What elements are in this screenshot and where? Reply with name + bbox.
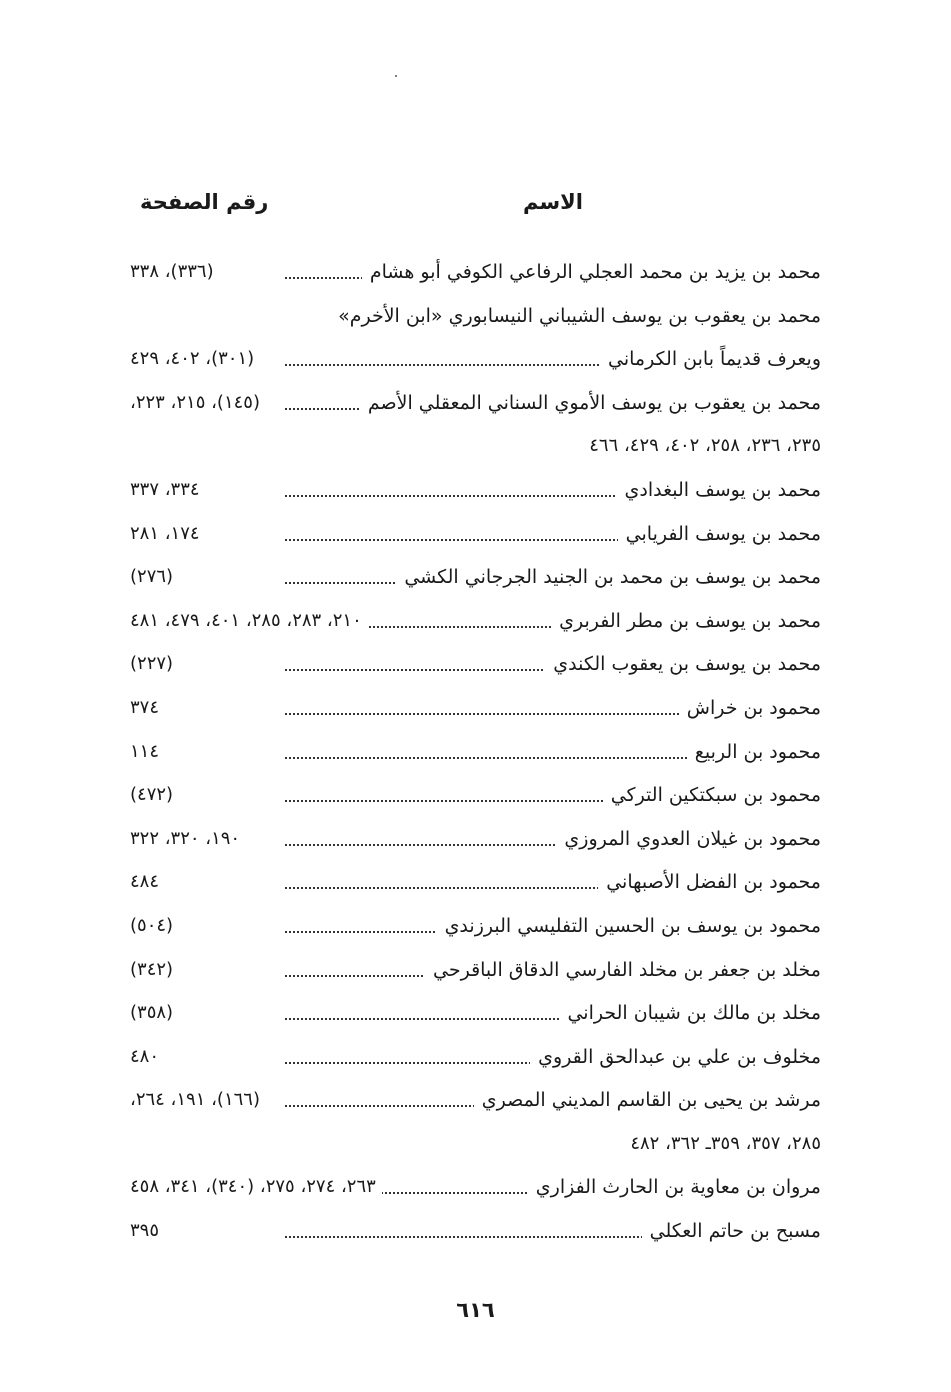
entry-pages-continuation: ٢٣٥، ٢٣٦، ٢٥٨، ٤٠٢، ٤٢٩، ٤٦٦ [589, 435, 821, 457]
index-entry [0, 735, 951, 779]
page-column-label: رقم الصفحة [140, 190, 269, 214]
index-entry [0, 386, 951, 430]
index-entry [0, 1170, 951, 1214]
name-column-label: الاسم [523, 190, 583, 214]
entry-name: محمود بن يوسف بن الحسين التفليسي البرزندي [437, 915, 821, 937]
index-entry [0, 953, 951, 997]
entry-name: محمد بن يوسف بن يعقوب الكندي [545, 653, 821, 675]
entry-pages: ١١٤ [130, 741, 165, 762]
entry-name: ويعرف قديماً بابن الكرماني [600, 348, 821, 370]
entry-name: محمد بن يوسف البغدادي [616, 479, 821, 501]
entry-name: محمد بن يزيد بن محمد العجلي الرفاعي الكوفي أبو هشام [362, 261, 821, 283]
entry-name: مخلد بن جعفر بن مخلد الفارسي الدقاق الباقرحي [425, 959, 821, 981]
index-entry [0, 560, 951, 604]
entry-name: مرشد بن يحيى بن القاسم المديني المصري [474, 1089, 821, 1111]
entry-name: محمد بن يوسف بن محمد بن الجنيد الجرجاني الكشي [396, 566, 821, 588]
entry-pages: ٣٣٤، ٣٣٧ [130, 479, 206, 500]
column-header [130, 190, 830, 230]
entry-pages: ١٩٠، ٣٢٠، ٣٢٢ [130, 828, 246, 849]
entry-pages: ٤٨٤ [130, 871, 165, 892]
entry-pages: ٢١٠، ٢٨٣، ٢٨٥، ٤٠١، ٤٧٩، ٤٨١ [130, 610, 368, 631]
entry-name: محمد بن يعقوب بن يوسف الأموي السناني المعقلي الأصم [360, 392, 821, 414]
entry-name: محمود بن غيلان العدوي المروزي [556, 828, 821, 850]
entry-pages: ٤٨٠ [130, 1046, 165, 1067]
entry-pages: (٣٠١)، ٤٠٢، ٤٢٩ [130, 348, 260, 369]
index-entry [0, 1083, 951, 1127]
entry-pages: ٣٧٤ [130, 697, 165, 718]
index-entry [0, 1214, 951, 1258]
index-entry-continuation [0, 1127, 951, 1171]
entry-name: مسبح بن حاتم العكلي [642, 1220, 821, 1242]
index-entry [0, 778, 951, 822]
dot-leader [285, 757, 751, 759]
entry-pages: ١٧٤، ٢٨١ [130, 523, 206, 544]
entry-name: محمود بن سبكتكين التركي [603, 784, 821, 806]
index-entry [0, 255, 951, 299]
index-entry [0, 1040, 951, 1084]
index-entry [0, 473, 951, 517]
index-entry [0, 822, 951, 866]
index-entry-continuation [0, 429, 951, 473]
index-entry [0, 865, 951, 909]
entry-pages: ٢٦٣، ٢٧٤، ٢٧٥، (٣٤٠)، ٣٤١، ٤٥٨ [130, 1176, 382, 1197]
entry-pages: ٣٩٥ [130, 1220, 165, 1241]
entry-name: محمود بن خراش [679, 697, 821, 719]
entry-name: مروان بن معاوية بن الحارث الفزاري [528, 1176, 821, 1198]
entry-pages: (١٦٦)، ١٩١، ٢٦٤، [130, 1089, 266, 1110]
entry-pages: (١٤٥)، ٢١٥، ٢٢٣، [130, 392, 266, 413]
entry-pages: (٤٧٢) [130, 784, 179, 805]
entry-name: محمد بن يوسف الفريابي [618, 523, 821, 545]
entry-name: محمد بن يعقوب بن يوسف الشيباني النيسابوري «ابن الأخرم» [330, 305, 821, 327]
index-entry [0, 604, 951, 648]
entry-name: مخلوف بن علي بن عبدالحق القروي [530, 1046, 821, 1068]
page-number: ٦١٦ [456, 1298, 495, 1322]
index-entry [0, 909, 951, 953]
entry-pages: (٣٤٢) [130, 959, 179, 980]
entry-pages-continuation: ٢٨٥، ٣٥٧، ٣٥٩ـ ٣٦٢، ٤٨٢ [630, 1132, 821, 1154]
index-entry [0, 691, 951, 735]
ink-speck [395, 75, 397, 77]
index-entry [0, 517, 951, 561]
entry-name: مخلد بن مالك بن شيبان الحراني [559, 1002, 821, 1024]
index-entry [0, 342, 951, 386]
entry-pages: (٣٥٨) [130, 1002, 179, 1023]
entry-pages: (٢٧٦) [130, 566, 179, 587]
entry-name: محمد بن يوسف بن مطر الفربري [551, 610, 821, 632]
index-entry [0, 996, 951, 1040]
entry-pages: (٢٢٧) [130, 653, 179, 674]
index-entry [0, 647, 951, 691]
entry-pages: (٥٠٤) [130, 915, 179, 936]
entry-pages: (٣٣٦)، ٣٣٨ [130, 261, 220, 282]
index-entry [0, 299, 951, 343]
index-entries [0, 255, 951, 1258]
entry-name: محمود بن الربيع [687, 741, 821, 763]
entry-name: محمود بن الفضل الأصبهاني [598, 871, 821, 893]
